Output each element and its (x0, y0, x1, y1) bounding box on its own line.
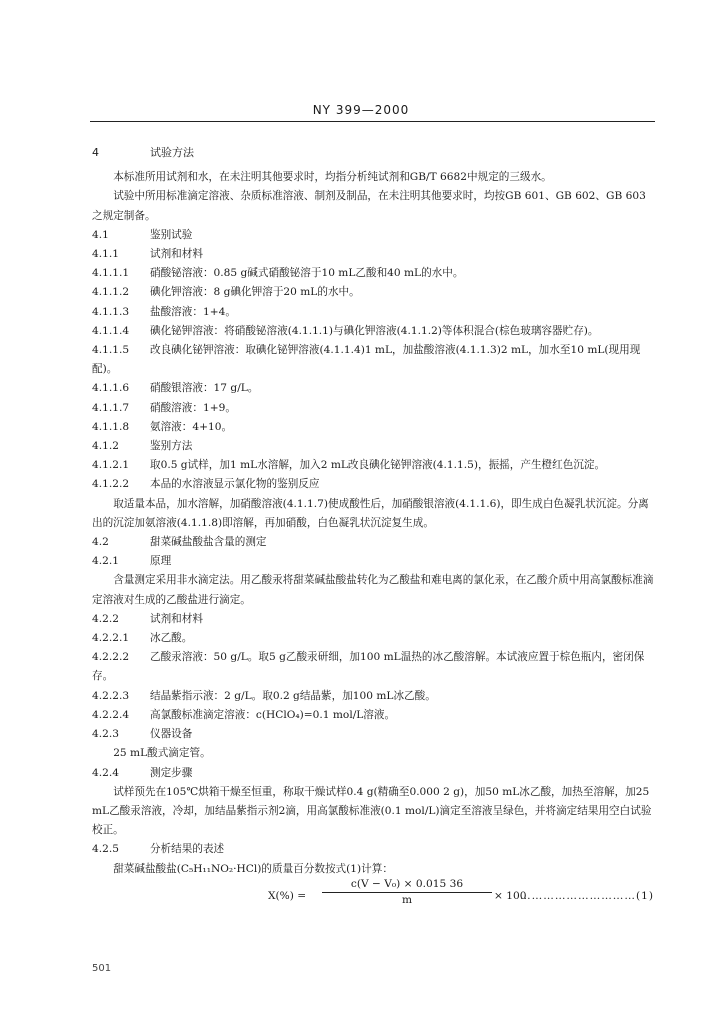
clause-s411 (92, 245, 654, 264)
clause-number: 4.2.3 (92, 728, 119, 741)
clause-number: 4.2.2 (92, 612, 119, 625)
clause-number: 4.1.1.4 (92, 324, 130, 337)
clause-s4221 (92, 629, 654, 648)
clause-s4223 (92, 687, 654, 706)
document-body (92, 143, 654, 909)
clause-s422 (92, 610, 654, 629)
clause-s425 (92, 840, 654, 859)
clause-s4112 (92, 283, 654, 302)
clause-s4113 (92, 303, 654, 322)
clause-s4115 (92, 341, 654, 379)
formula-fraction (322, 877, 492, 908)
clause-text: 碘化铋钾溶液：将硝酸铋溶液(4.1.1.1)与碘化钾溶液(4.1.1.2)等体积混合(棕色玻璃容器贮存)。 (150, 324, 599, 337)
formula-reference: …………………………(1) (520, 889, 654, 902)
clause-s424 (92, 764, 654, 783)
paragraph-p1 (92, 168, 654, 187)
clause-number: 4.2.2.4 (92, 708, 130, 721)
page-number: 501 (92, 963, 112, 974)
clause-text: 测定步骤 (150, 766, 193, 779)
formula-numerator: c(V − V₀) × 0.015 36 (322, 877, 492, 893)
clause-text: 25 mL酸式滴定管。 (113, 747, 211, 760)
clause-s4 (92, 143, 654, 162)
clause-s4118 (92, 418, 654, 437)
clause-number: 4.1.1.6 (92, 382, 130, 395)
clause-number: 4.2.2.2 (92, 651, 130, 664)
clause-text: 结晶紫指示液：2 g/L。取0.2 g结晶紫，加100 mL冰乙酸。 (150, 689, 436, 702)
clause-number: 4.2.1 (92, 555, 119, 568)
formula-1 (92, 877, 654, 909)
formula-denominator: m (401, 893, 413, 906)
clause-number: 4.1.1.2 (92, 286, 130, 299)
clause-text: 本品的水溶液显示氯化物的鉴别反应 (150, 478, 320, 491)
header-rule (90, 121, 655, 122)
clause-s423 (92, 725, 654, 744)
clause-number: 4.1.2.1 (92, 459, 130, 472)
clause-text: 乙酸汞溶液：50 g/L。取5 g乙酸汞研细，加100 mL温热的冰乙酸溶解。本试液应置于棕色瓶内，密闭保存。 (92, 651, 645, 683)
clause-text: 鉴别试验 (150, 228, 193, 241)
clause-text: 改良碘化铋钾溶液：取碘化铋钾溶液(4.1.1.4)1 mL，加盐酸溶液(4.1.1.3)2 mL，加水至10 mL(现用现配)。 (92, 344, 641, 376)
clause-number: 4.1.1.1 (92, 267, 130, 280)
clause-text: 氨溶液：4+10。 (150, 420, 233, 433)
clause-text: 甜菜碱盐酸盐(C₅H₁₁NO₂·HCl)的质量百分数按式(1)计算： (113, 862, 393, 875)
paragraph-p3 (92, 495, 654, 533)
clause-text: 本标准所用试剂和水，在未注明其他要求时，均指分析纯试剂和GB/T 6682中规定的三级水。 (113, 171, 552, 184)
clause-text: 鉴别方法 (150, 440, 193, 453)
clause-text: 取0.5 g试样，加1 mL水溶解，加入2 mL改良碘化铋钾溶液(4.1.1.5)，振摇，产生橙红色沉淀。 (150, 459, 606, 472)
clause-s4122 (92, 475, 654, 494)
paragraph-p6 (92, 783, 654, 841)
clause-number: 4.2 (92, 536, 109, 549)
clause-text: 试剂和材料 (150, 248, 203, 261)
formula-lhs: X(%) = (268, 889, 307, 902)
clause-text: 试样预先在105℃烘箱干燥至恒重，称取干燥试样0.4 g(精确至0.000 2 g)，加50 mL冰乙酸，加热至溶解，加25 mL乙酸汞溶液，冷却，加结晶紫指示剂2滴，用高氯酸标准液(0.1 mol/L)滴定至溶液呈绿色，并将滴定结果用空白试验校正。 (92, 785, 652, 837)
clause-number: 4.2.5 (92, 843, 119, 856)
clause-number: 4.1.1 (92, 248, 119, 261)
clause-text: 碘化钾溶液：8 g碘化钾溶于20 mL的水中。 (150, 286, 360, 299)
clause-text: 含量测定采用非水滴定法。用乙酸汞将甜菜碱盐酸盐转化为乙酸盐和难电离的氯化汞，在乙酸介质中用高氯酸标准滴定溶液对生成的乙酸盐进行滴定。 (92, 574, 654, 606)
clause-text: 试验中所用标准滴定溶液、杂质标准溶液、制剂及制品，在未注明其他要求时，均按GB 601、GB 602、GB 603之规定制备。 (92, 190, 646, 222)
clause-number: 4.1 (92, 228, 109, 241)
clause-number: 4.1.2.2 (92, 478, 130, 491)
clause-number: 4.2.2.3 (92, 689, 130, 702)
clause-s4121 (92, 456, 654, 475)
clause-s421 (92, 552, 654, 571)
clause-text: 取适量本品，加水溶解，加硝酸溶液(4.1.1.7)使成酸性后，加硝酸银溶液(4.1.1.6)，即生成白色凝乳状沉淀。分离出的沉淀加氨溶液(4.1.1.8)即溶解，再加硝酸，白色凝乳状沉淀复生成。 (92, 497, 649, 529)
clause-s4114 (92, 322, 654, 341)
clause-number: 4.1.1.7 (92, 401, 130, 414)
clause-text: 试剂和材料 (150, 612, 203, 625)
clause-number: 4.1.1.8 (92, 420, 130, 433)
paragraph-p2 (92, 187, 654, 225)
clause-s42 (92, 533, 654, 552)
formula-multiplier: × 100 (494, 889, 527, 902)
clause-s4116 (92, 379, 654, 398)
clause-text: 硝酸溶液：1+9。 (150, 401, 236, 414)
clause-text: 试验方法 (150, 146, 194, 159)
clause-s412 (92, 437, 654, 456)
clause-s4117 (92, 399, 654, 418)
clause-number: 4.2.2.1 (92, 632, 130, 645)
clause-number: 4.1.2 (92, 440, 119, 453)
paragraph-p5 (92, 744, 654, 763)
clause-text: 仪器设备 (150, 728, 193, 741)
standard-code-header: NY 399—2000 (312, 103, 410, 117)
clause-number: 4 (92, 146, 99, 159)
clause-s4224 (92, 706, 654, 725)
clause-number: 4.1.1.5 (92, 344, 130, 357)
clause-text: 硝酸铋溶液：0.85 g碱式硝酸铋溶于10 mL乙酸和40 mL的水中。 (150, 267, 464, 280)
clause-text: 盐酸溶液：1+4。 (150, 305, 236, 318)
clause-text: 冰乙酸。 (150, 632, 193, 645)
clause-number: 4.1.1.3 (92, 305, 130, 318)
clause-s41 (92, 226, 654, 245)
clause-s4111 (92, 264, 654, 283)
clause-text: 分析结果的表述 (150, 843, 225, 856)
clause-number: 4.2.4 (92, 766, 119, 779)
clause-text: 高氯酸标准滴定溶液：c(HClO₄)=0.1 mol/L溶液。 (150, 708, 396, 721)
paragraph-p4 (92, 571, 654, 609)
clause-s4222 (92, 648, 654, 686)
clause-text: 硝酸银溶液：17 g/L。 (150, 382, 259, 395)
clause-text: 甜菜碱盐酸盐含量的测定 (150, 536, 267, 549)
clause-text: 原理 (150, 555, 172, 568)
